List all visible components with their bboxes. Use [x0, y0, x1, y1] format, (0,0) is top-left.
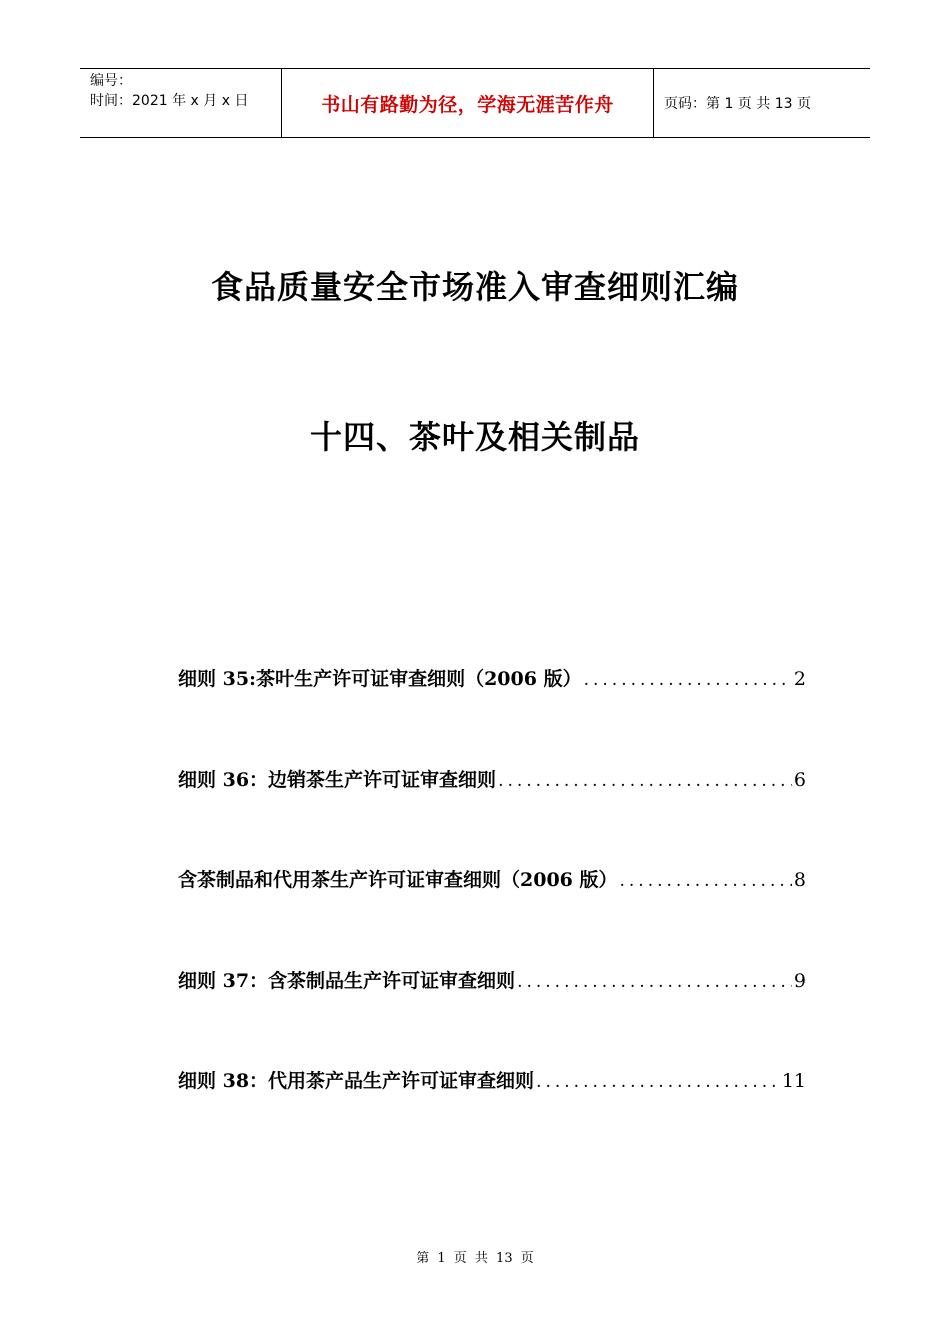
toc-entry[interactable] — [178, 966, 806, 1067]
toc-entry-page: 9 — [793, 969, 806, 992]
toc-entry-label: 细则 35:茶叶生产许可证审查细则（2006 版） — [178, 668, 582, 690]
toc-entry-label: 含茶制品和代用茶生产许可证审查细则（2006 版） — [178, 869, 618, 891]
toc-leader-dots — [517, 972, 792, 992]
toc-entry-page: 2 — [793, 668, 806, 690]
toc-leader-dots — [536, 1072, 780, 1092]
document-subtitle: 十四、茶叶及相关制品 — [309, 418, 640, 456]
toc-entry-label: 细则 38：代用茶产品生产许可证审查细则 — [178, 1070, 535, 1092]
toc-leader-dots — [584, 670, 792, 690]
toc-entry-label: 细则 36：边销茶生产许可证审查细则 — [178, 768, 497, 791]
number-label: 编号： — [90, 73, 132, 89]
toc-leader-dots — [498, 771, 792, 791]
toc-leader-dots — [620, 871, 792, 891]
date-label: 时间：2021 年 x 月 x 日 — [90, 93, 249, 109]
toc-entry-page: 8 — [793, 869, 806, 891]
document-header — [80, 68, 870, 138]
header-motto: 书山有路勤为径，学海无涯苦作舟 — [281, 69, 654, 137]
toc-entry[interactable] — [178, 664, 806, 765]
toc-entry[interactable] — [178, 765, 806, 866]
header-meta — [80, 69, 281, 137]
toc-entry[interactable] — [178, 1066, 806, 1167]
header-page-info: 页码：第 1 页 共 13 页 — [664, 96, 811, 112]
document-title: 食品质量安全市场准入审查细则汇编 — [210, 268, 739, 306]
table-of-contents — [178, 664, 806, 1167]
page-footer: 第 1 页 共 13 页 — [416, 1251, 534, 1266]
toc-entry-label: 细则 37：含茶制品生产许可证审查细则 — [178, 969, 516, 992]
toc-entry-page: 6 — [793, 768, 806, 791]
toc-entry[interactable] — [178, 865, 806, 966]
toc-entry-page: 11 — [781, 1070, 806, 1092]
